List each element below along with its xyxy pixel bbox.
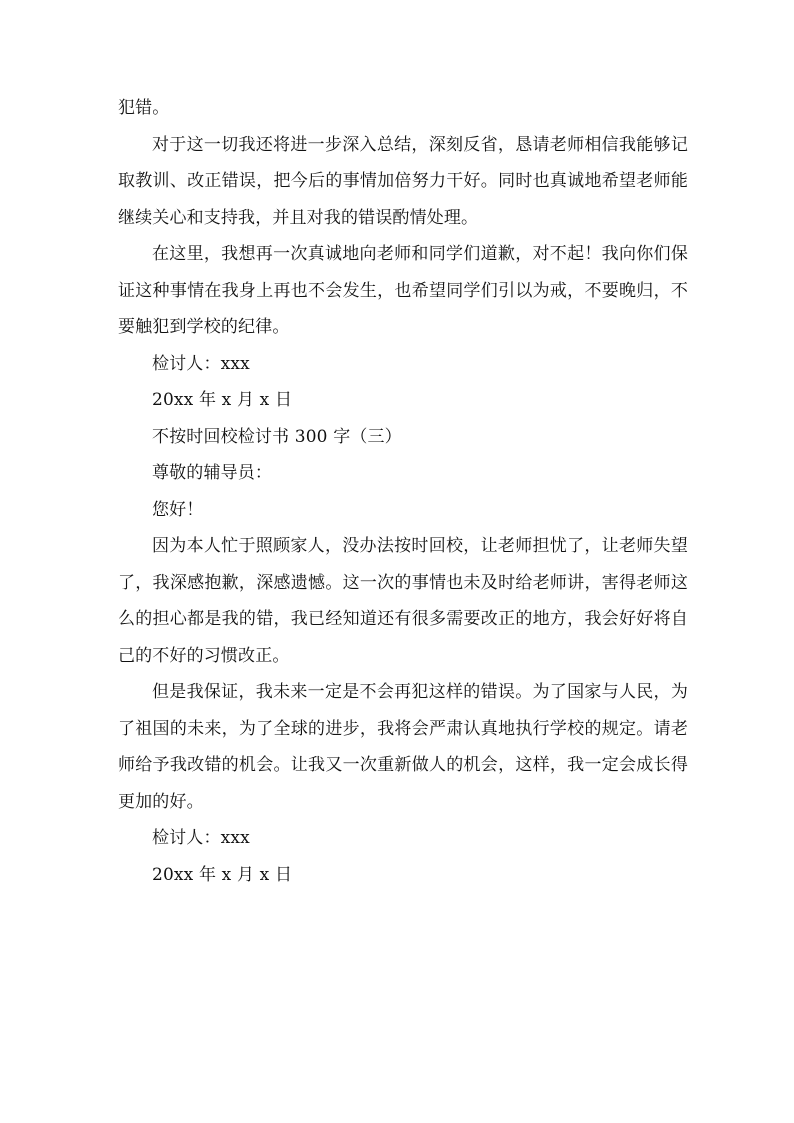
salutation: 尊敬的辅导员：	[152, 463, 273, 483]
paragraph-reflection: 对于这一切我还将进一步深入总结，深刻反省，恳请老师相信我能够记取教训、改正错误，把今后的事情加倍努力干好。同时也真诚地希望老师能继续关心和支持我，并且对我的错误酌情处理。	[118, 134, 688, 228]
document-body	[118, 90, 688, 893]
greeting: 您好！	[152, 499, 204, 520]
paragraph-promise: 但是我保证，我未来一定是不会再犯这样的错误。为了国家与人民，为了祖国的未来，为了全球的进步，我将会严肃认真地执行学校的规定。请老师给予我改错的机会。让我又一次重新做人的机会，这样，我一定会成长得更加的好。	[118, 682, 688, 812]
paragraph-apology: 在这里，我想再一次真诚地向老师和同学们道歉，对不起！我向你们保证这种事情在我身上再也不会发生，也希望同学们引以为戒，不要晚归，不要触犯到学校的纪律。	[118, 244, 688, 337]
signature-line: 检讨人：xxx	[152, 353, 250, 374]
paragraph-reason: 因为本人忙于照顾家人，没办法按时回校，让老师担忧了，让老师失望了，我深感抱歉，深感遗憾。这一次的事情也未及时给老师讲，害得老师这么的担心都是我的错，我已经知道还有很多需要改正的地方，我会好好将自己的不好的习惯改正。	[118, 536, 688, 666]
section-title: 不按时回校检讨书 300 字（三）	[152, 426, 402, 447]
signature-line-2: 检讨人：xxx	[152, 828, 250, 848]
date-line-2: 20xx 年 x 月 x 日	[152, 864, 293, 885]
paragraph-continuation: 犯错。	[118, 98, 170, 118]
date-line: 20xx 年 x 月 x 日	[152, 390, 293, 410]
